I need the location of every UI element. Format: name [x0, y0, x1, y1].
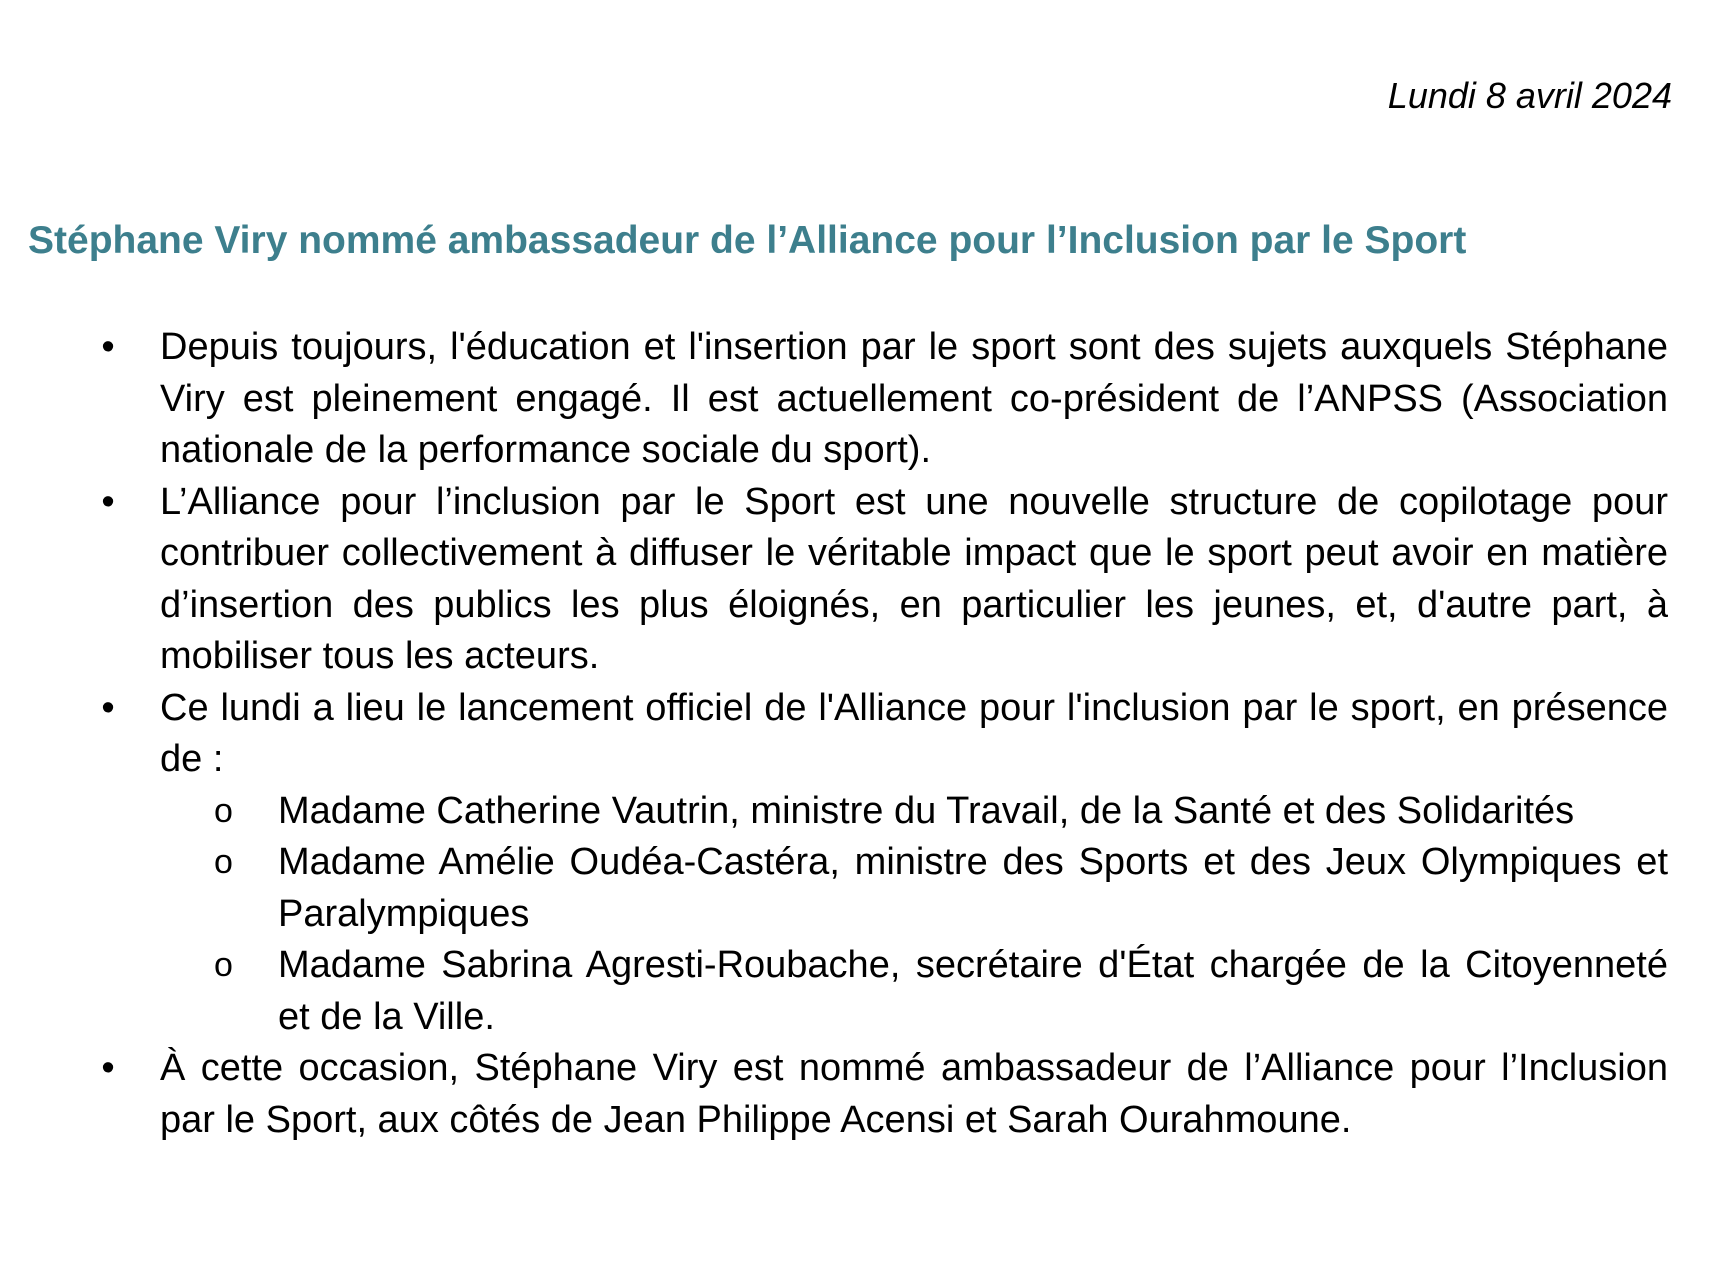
bullet-icon: • — [101, 480, 115, 523]
list-item — [101, 683, 1668, 1044]
list-item-text: À cette occasion, Stéphane Viry est nommé ambassadeur de l’Alliance pour l’Inclusion par le Sport, aux côtés de Jean Philippe Acensi et Sarah Ourahmoune. — [160, 1047, 1668, 1141]
list-item-text: Ce lundi a lieu le lancement officiel de l'Alliance pour l'inclusion par le sport, en présence de : — [160, 686, 1668, 780]
sub-list-item-text: Madame Sabrina Agresti-Roubache, secrétaire d'État chargée de la Citoyenneté et de la Ville. — [278, 944, 1668, 1038]
sub-list-item-text: Madame Amélie Oudéa-Castéra, ministre des Sports et des Jeux Olympiques et Paralympiques — [278, 841, 1668, 935]
sub-list-item — [214, 940, 1668, 1043]
bullet-icon: • — [101, 686, 115, 729]
sub-bullet-list — [160, 786, 1668, 1044]
bullet-icon: • — [101, 326, 115, 368]
sub-list-item — [214, 837, 1668, 940]
document-title: Stéphane Viry nommé ambassadeur de l’Alliance pour l’Inclusion par le Sport — [28, 219, 1467, 262]
sub-list-item-text: Madame Catherine Vautrin, ministre du Travail, de la Santé et des Solidarités — [278, 789, 1575, 832]
document-date: Lundi 8 avril 2024 — [1387, 75, 1672, 116]
bullet-icon: • — [101, 1047, 115, 1089]
list-item — [101, 477, 1668, 683]
list-item — [101, 1043, 1668, 1146]
circle-bullet-icon: o — [214, 791, 233, 830]
sub-list-item — [214, 786, 1668, 838]
circle-bullet-icon: o — [214, 843, 233, 881]
bullet-list — [101, 322, 1668, 1146]
list-item-text: Depuis toujours, l'éducation et l'insertion par le sport sont des sujets auxquels Stéphane Viry est pleinement engagé. Il est actuellement co-président de l’ANPSS (Association nationale de la performance sociale du sport). — [160, 326, 1668, 471]
list-item-text: L’Alliance pour l’inclusion par le Sport est une nouvelle structure de copilotage pour contribuer collectivement à diffuser le véritable impact que le sport peut avoir en matière d’insertion des publics les plus éloignés, en particulier les jeunes, et, d'autre part, à mobiliser tous les acteurs. — [160, 480, 1668, 677]
list-item — [101, 322, 1668, 477]
circle-bullet-icon: o — [214, 946, 233, 984]
